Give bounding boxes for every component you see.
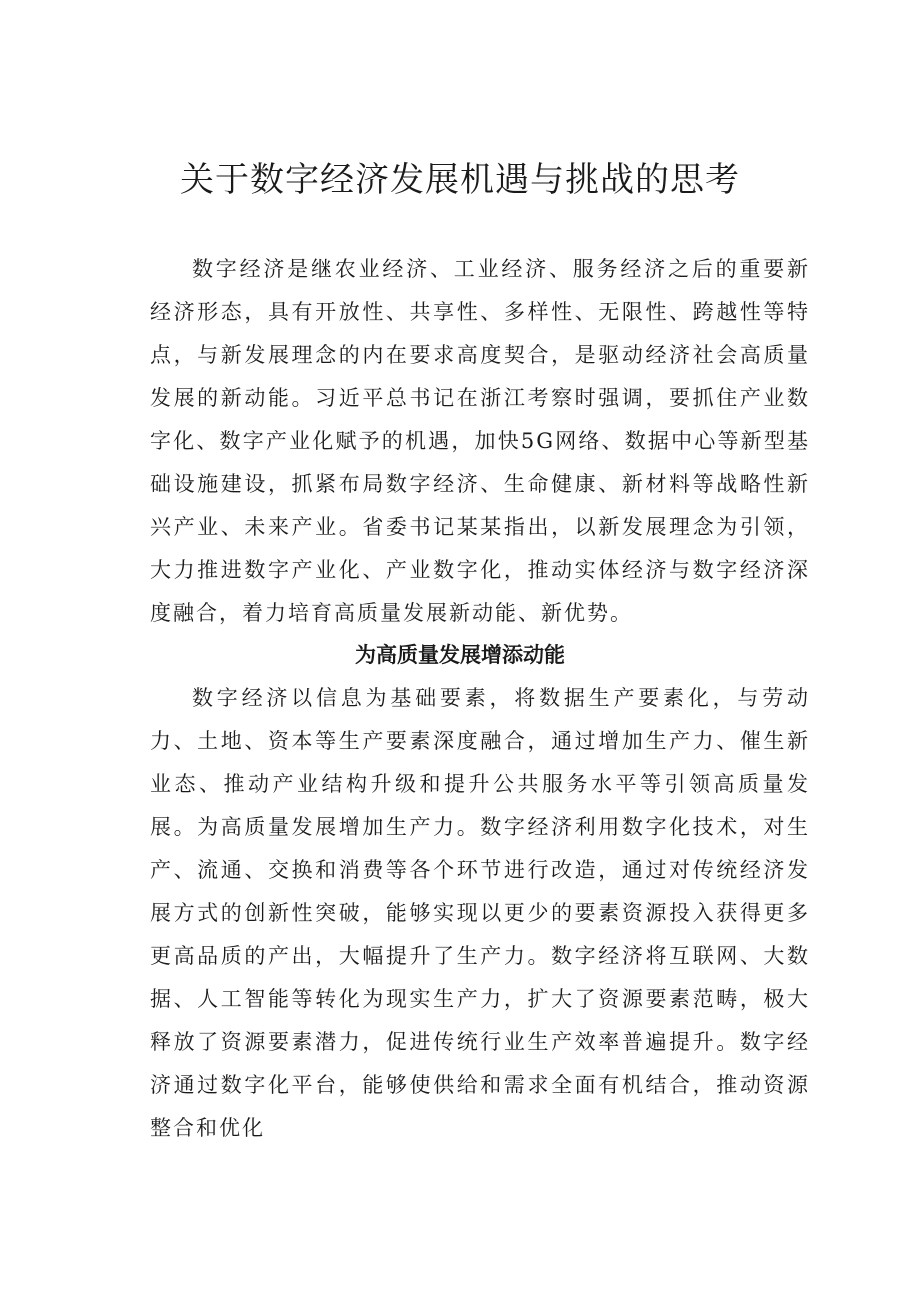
section-paragraph: 数字经济以信息为基础要素，将数据生产要素化，与劳动力、土地、资本等生产要素深度融合，通过增加生产力、催生新业态、推动产业结构升级和提升公共服务水平等引领高质量发展。为高质量发展增加生产力。数字经济利用数字化技术，对生产、流通、交换和消费等各个环节进行改造，通过对传统经济发展方式的创新性突破，能够实现以更少的要素资源投入获得更多更高品质的产出，大幅提升了生产力。数字经济将互联网、大数据、人工智能等转化为现实生产力，扩大了资源要素范畴，极大释放了资源要素潜力，促进传统行业生产效率普遍提升。数字经济通过数字化平台，能够使供给和需求全面有机结合，推动资源整合和优化 <box>150 686 810 1140</box>
document-title: 关于数字经济发展机遇与挑战的思考 <box>180 160 740 200</box>
section-heading: 为高质量发展增添动能 <box>355 643 565 667</box>
intro-paragraph: 数字经济是继农业经济、工业经济、服务经济之后的重要新经济形态，具有开放性、共享性、多样性、无限性、跨越性等特点，与新发展理念的内在要求高度契合，是驱动经济社会高质量发展的新动能。习近平总书记在浙江考察时强调，要抓住产业数字化、数字产业化赋予的机遇，加快5G网络、数据中心等新型基础设施建设，抓紧布局数字经济、生命健康、新材料等战略性新兴产业、未来产业。省委书记某某指出，以新发展理念为引领，大力推进数字产业化、产业数字化，推动实体经济与数字经济深度融合，着力培育高质量发展新动能、新优势。 <box>150 257 810 625</box>
